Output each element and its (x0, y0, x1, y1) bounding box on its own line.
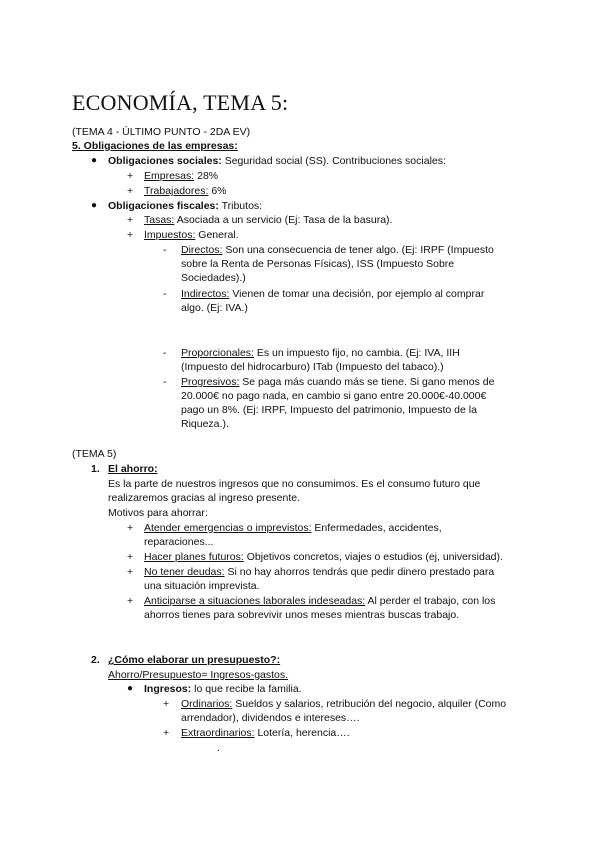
section5-heading: 5. Obligaciones de las empresas: (72, 140, 238, 152)
list-item-tasas (144, 213, 392, 227)
plus-bullet-icon: + (127, 566, 134, 578)
plus-bullet-icon: + (127, 214, 134, 226)
list-item-extraordinarios (181, 726, 350, 740)
term-text: Se paga más cuando más se tiene. Si gano menos de (239, 376, 495, 388)
plus-bullet-icon: + (127, 185, 134, 197)
term-label: Impuestos: (144, 229, 196, 241)
plus-bullet-icon: + (127, 522, 134, 534)
list-item-indirectos (181, 287, 484, 301)
list-item-progresivos (181, 375, 494, 389)
ordinarios-line-2: arrendador), dividendos e intereses…. (181, 712, 360, 724)
term-text: Es un impuesto fijo, no cambia. (Ej: IVA, IIH (253, 347, 460, 359)
ahorro-line-1: Es la parte de nuestros ingresos que no consumimos. Es el consumo futuro que (108, 478, 481, 490)
list-item-no-deudas (144, 565, 494, 579)
term-label: Empresas: (144, 170, 195, 182)
term-text: General. (195, 229, 239, 241)
plus-bullet-icon: + (127, 170, 134, 182)
term-label: Trabajadores: (144, 185, 209, 197)
list-number: 2. (91, 654, 100, 666)
term-text: Objetivos concretos, viajes o estudios (ej, universidad). (243, 551, 503, 563)
term-text: Al perder el trabajo, con los (365, 595, 496, 607)
term-label: Hacer planes futuros: (144, 551, 244, 563)
term-text: Seguridad social (SS). Contribuciones sociales: (221, 155, 446, 167)
list-item-proporcionales (181, 346, 460, 360)
ahorro-heading: El ahorro: (108, 463, 158, 475)
no-deudas-line-2: una situación imprevista. (144, 580, 260, 592)
tema5-note: (TEMA 5) (72, 448, 117, 460)
dash-bullet-icon: - (163, 244, 167, 256)
term-label: Ingresos: (144, 683, 192, 695)
document-title: ECONOMÍA, TEMA 5: (72, 90, 289, 115)
term-label: Obligaciones fiscales: (108, 200, 219, 212)
list-item-directos (181, 243, 494, 257)
ahorro-line-2: realizaremos gracias al ingreso presente. (108, 492, 301, 504)
presupuesto-formula: Ahorro/Presupuesto= Ingresos-gastos. (108, 669, 289, 681)
list-item-anticiparse (144, 594, 495, 608)
term-label: Ordinarios: (181, 698, 233, 710)
term-label: Anticiparse a situaciones laborales indeseadas: (144, 595, 366, 607)
term-text: Vienen de tomar una decisión, por ejemplo al comprar (229, 288, 485, 300)
term-label: Indirectos: (181, 288, 230, 300)
tema4-note: (TEMA 4 - ÚLTIMO PUNTO - 2DA EV) (72, 126, 251, 138)
directos-line-2: sobre la Renta de Personas Físicas), ISS (Impuesto Sobre (181, 258, 455, 270)
term-text: lo que recibe la familia. (191, 683, 302, 695)
progresivos-line-4: Riqueza.). (181, 418, 229, 430)
term-text: Son una consecuencia de tener algo. (Ej: IRPF (Impuesto (222, 244, 494, 256)
list-item-obligaciones-fiscales (108, 199, 262, 213)
list-item-emergencias (144, 521, 442, 535)
directos-line-3: Sociedades).) (181, 272, 246, 284)
bullet-dot-icon: ● (91, 155, 98, 166)
list-item-ordinarios (181, 697, 506, 711)
term-label: Proporcionales: (181, 347, 254, 359)
plus-bullet-icon: + (127, 595, 134, 607)
anticiparse-line-2: ahorros tienes para sobrevivir unos meses mientras buscas trabajo. (144, 609, 460, 621)
progresivos-line-2: 20.000€ no pago nada, en cambio si gano entre 20.000€-40.000€ (181, 390, 487, 402)
progresivos-line-3: pago un 8%. (Ej: IRPF, Impuesto del patrimonio, Impuesto de la (181, 404, 477, 416)
term-text: Lotería, herencia…. (254, 727, 350, 739)
dash-bullet-icon: - (163, 288, 167, 300)
list-item-planes-futuros (144, 550, 503, 564)
motivos-label: Motivos para ahorrar: (108, 507, 208, 519)
term-text: Enfermedades, accidentes, (311, 522, 442, 534)
dash-bullet-icon: - (163, 347, 167, 359)
dash-bullet-icon: - (163, 376, 167, 388)
term-label: Extraordinarios: (181, 727, 255, 739)
term-text: 28% (194, 170, 219, 182)
term-label: No tener deudas: (144, 566, 225, 578)
bullet-dot-icon: ● (91, 200, 98, 211)
term-text: Asociada a un servicio (Ej: Tasa de la basura). (174, 214, 393, 226)
plus-bullet-icon: + (127, 229, 134, 241)
term-label: Tasas: (144, 214, 175, 226)
term-label: Directos: (181, 244, 223, 256)
list-number: 1. (91, 463, 100, 475)
term-text: 6% (208, 185, 227, 197)
presupuesto-heading: ¿Cómo elaborar un presupuesto?: (108, 654, 281, 666)
plus-bullet-icon: + (163, 698, 170, 710)
term-text: Si no hay ahorros tendrás que pedir dinero prestado para (224, 566, 495, 578)
term-label: Progresivos: (181, 376, 240, 388)
list-item-obligaciones-sociales (108, 154, 446, 168)
term-label: Obligaciones sociales: (108, 155, 222, 167)
plus-bullet-icon: + (163, 727, 170, 739)
list-item-trabajadores (144, 184, 227, 198)
list-item-ingresos (144, 682, 302, 696)
term-text: Tributos: (218, 200, 263, 212)
term-label: Atender emergencias o imprevistos: (144, 522, 312, 534)
proporcionales-line-2: (Impuesto del hidrocarburo) ITab (Impuesto del tabaco).) (181, 361, 444, 373)
list-item-impuestos (144, 228, 239, 242)
emergencias-line-2: reparaciones... (144, 536, 214, 548)
trailing-dot: . (217, 742, 220, 754)
term-text: Sueldos y salarios, retribución del negocio, alquiler (Como (232, 698, 507, 710)
indirectos-line-2: algo. (Ej: IVA.) (181, 302, 248, 314)
list-item-empresas (144, 169, 218, 183)
bullet-dot-icon: ● (127, 683, 134, 694)
plus-bullet-icon: + (127, 551, 134, 563)
